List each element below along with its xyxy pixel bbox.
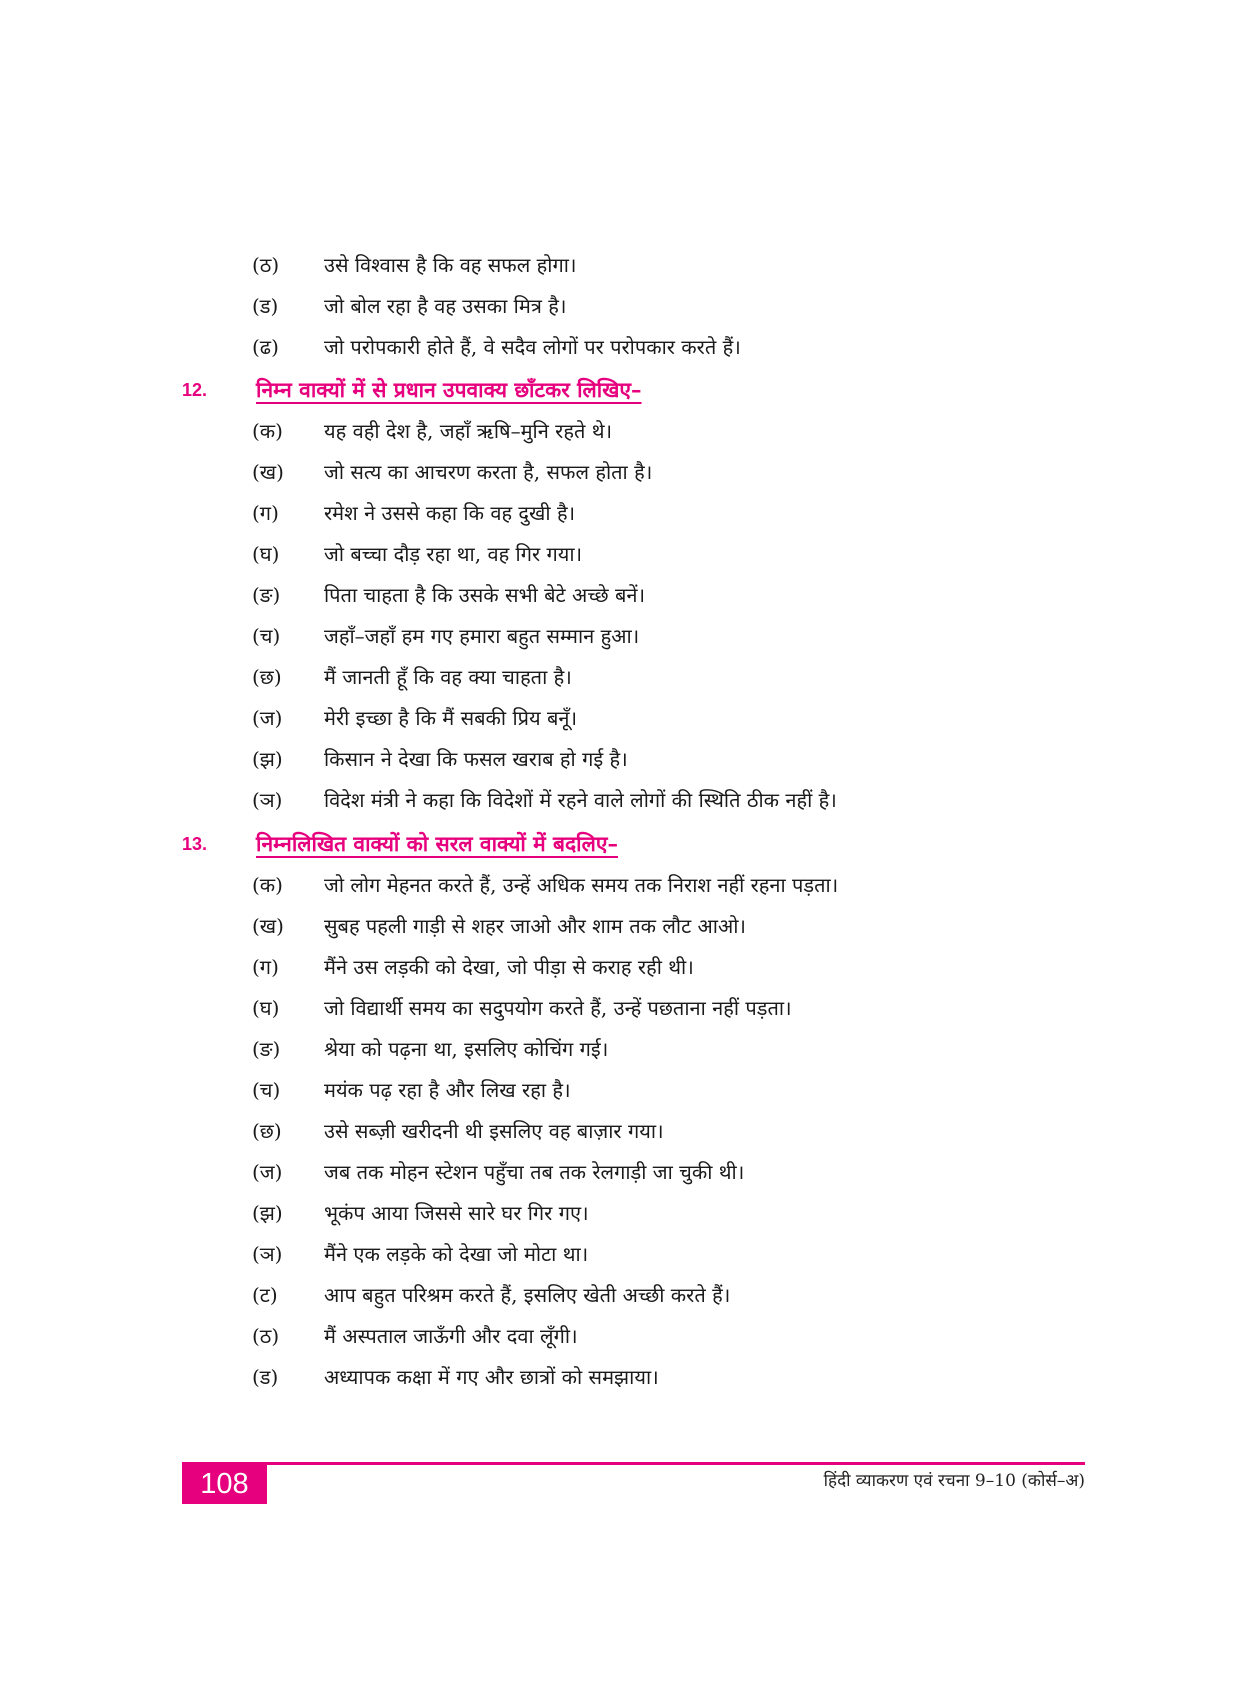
item-label: (ज): [252, 1160, 283, 1184]
book-title: हिंदी व्याकरण एवं रचना 9–10 (कोर्स–अ): [823, 1471, 1085, 1491]
item-text: जो परोपकारी होते हैं, वे सदैव लोगों पर परोपकार करते हैं।: [324, 335, 741, 359]
item-label: (ठ): [252, 1324, 280, 1348]
item-label: (ख): [252, 460, 284, 484]
item-text: जो बोल रहा है वह उसका मित्र है।: [324, 294, 567, 318]
item-label: (ढ): [252, 335, 279, 359]
item-text: मैं अस्पताल जाऊँगी और दवा लूँगी।: [324, 1324, 578, 1348]
question-number: 12.: [182, 380, 208, 400]
item-text: रमेश ने उससे कहा कि वह दुखी है।: [324, 501, 576, 525]
item-text: मेरी इच्छा है कि मैं सबकी प्रिय बनूँ।: [324, 706, 578, 730]
item-text: श्रेया को पढ़ना था, इसलिए कोचिंग गई।: [324, 1037, 609, 1061]
item-text: यह वही देश है, जहाँ ऋषि–मुनि रहते थे।: [324, 419, 613, 443]
item-text: मैं जानती हूँ कि वह क्या चाहता है।: [324, 665, 572, 689]
item-text: किसान ने देखा कि फसल खराब हो गई है।: [324, 747, 628, 771]
item-label: (ड): [252, 294, 279, 318]
question-title: निम्नलिखित वाक्यों को सरल वाक्यों में बदलिए–: [256, 831, 618, 856]
item-label: (क): [252, 873, 283, 897]
item-text: उसे सब्ज़ी खरीदनी थी इसलिए वह बाज़ार गया।: [324, 1119, 664, 1143]
item-text: भूकंप आया जिससे सारे घर गिर गए।: [324, 1201, 589, 1225]
page-number: 108: [182, 1462, 267, 1504]
footer-divider: [182, 1462, 1085, 1465]
item-text: अध्यापक कक्षा में गए और छात्रों को समझाया।: [324, 1365, 659, 1389]
item-text: जो बच्चा दौड़ रहा था, वह गिर गया।: [324, 542, 583, 566]
item-text: मैंने उस लड़की को देखा, जो पीड़ा से कराह रही थी।: [324, 955, 694, 979]
item-label: (च): [252, 1078, 281, 1102]
item-label: (ज): [252, 706, 283, 730]
item-label: (ठ): [252, 253, 280, 277]
item-label: (ग): [252, 955, 279, 979]
item-text: सुबह पहली गाड़ी से शहर जाओ और शाम तक लौट आओ।: [324, 914, 747, 938]
item-label: (ञ): [252, 788, 283, 812]
item-text: मयंक पढ़ रहा है और लिख रहा है।: [324, 1078, 571, 1102]
item-label: (घ): [252, 996, 280, 1020]
item-text: मैंने एक लड़के को देखा जो मोटा था।: [324, 1242, 589, 1266]
item-label: (क): [252, 419, 283, 443]
item-label: (ड): [252, 1365, 279, 1389]
question-title: निम्न वाक्यों में से प्रधान उपवाक्य छाँटकर लिखिए–: [256, 377, 642, 402]
item-text: विदेश मंत्री ने कहा कि विदेशों में रहने वाले लोगों की स्थिति ठीक नहीं है।: [324, 788, 837, 812]
item-label: (ङ): [252, 1037, 281, 1061]
item-label: (ख): [252, 914, 284, 938]
item-label: (छ): [252, 665, 282, 689]
item-text: उसे विश्वास है कि वह सफल होगा।: [324, 253, 577, 277]
item-text: जब तक मोहन स्टेशन पहुँचा तब तक रेलगाड़ी जा चुकी थी।: [324, 1160, 745, 1184]
item-label: (झ): [252, 747, 283, 771]
item-text: पिता चाहता है कि उसके सभी बेटे अच्छे बनें।: [324, 583, 646, 607]
item-text: जो सत्य का आचरण करता है, सफल होता है।: [324, 460, 653, 484]
item-text: आप बहुत परिश्रम करते हैं, इसलिए खेती अच्छी करते हैं।: [324, 1283, 731, 1307]
item-label: (झ): [252, 1201, 283, 1225]
question-number: 13.: [182, 834, 208, 854]
item-label: (च): [252, 624, 281, 648]
item-text: जो लोग मेहनत करते हैं, उन्हें अधिक समय तक निराश नहीं रहना पड़ता।: [324, 873, 839, 897]
item-label: (छ): [252, 1119, 282, 1143]
item-label: (ट): [252, 1283, 278, 1307]
item-label: (ञ): [252, 1242, 283, 1266]
item-label: (ङ): [252, 583, 281, 607]
item-label: (ग): [252, 501, 279, 525]
item-text: जो विद्यार्थी समय का सदुपयोग करते हैं, उन्हें पछताना नहीं पड़ता।: [324, 996, 792, 1020]
item-text: जहाँ–जहाँ हम गए हमारा बहुत सम्मान हुआ।: [324, 624, 640, 648]
item-label: (घ): [252, 542, 280, 566]
